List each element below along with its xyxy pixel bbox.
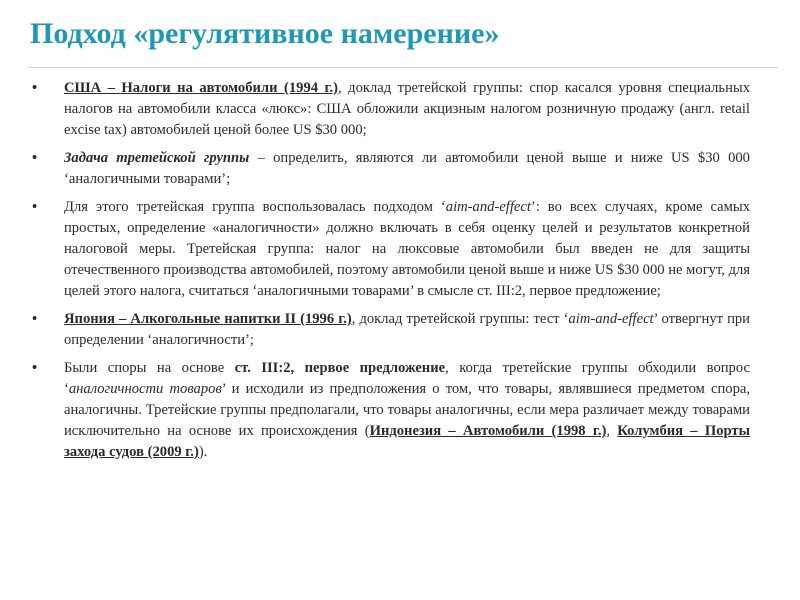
title-divider [28,67,778,68]
bullet-text: , доклад третейской группы: спор касался уровня специальных налогов на автомобили класса «люкс»: США обложили акцизным налогом розничную продажу (англ. retail excise tax) автомобилей ценой более US $30 000; [64,80,750,138]
bullet-marker: • [32,150,38,166]
aim-and-effect-term: aim-and-effect [568,311,654,327]
bullet-japan-alcohol [30,309,750,351]
bullet-article-iii-2 [30,358,750,463]
bullet-text: , доклад третейской группы: тест ‘ [351,311,569,327]
case-link-japan-alcohol[interactable]: Япония – Алкогольные напитки II (1996 г.) [64,311,352,327]
bullet-usa-cars [30,78,750,141]
panel-task-lead: Задача третейской группы [64,150,250,166]
bullet-text: Для этого третейская группа воспользовалась подходом ‘ [64,199,446,215]
bullet-text: Были споры на основе [64,360,235,376]
bullet-text: ’ отвергнут при определении ‘аналогичности’; [64,311,750,348]
case-link-indonesia-cars[interactable]: Индонезия – Автомобили (1998 г.) [369,423,607,439]
bullet-aim-and-effect [30,197,750,302]
article-reference: ст. III:2, первое предложение [234,360,446,376]
bullet-marker: • [32,199,38,215]
case-link-colombia-ports[interactable]: Колумбия – Порты захода судов (2009 г.) [64,423,750,460]
bullet-marker: • [32,360,38,376]
bullet-marker: • [32,80,38,96]
case-link-usa-cars[interactable]: США – Налоги на автомобили (1994 г.) [64,80,339,96]
bullet-text: ). [198,444,208,460]
slide-title: Подход «регулятивное намерение» [30,17,500,50]
bullet-text: ’: во всех случаях, кроме самых простых, определение «аналогичности» должно включать в себя оценку целей и результатов конкретной налоговой меры. Третейская группа: налог на люксовые автомобили был введен не для защиты отечественного производства автомобилей, поэтому автомобили ценой выше и ниже US $30 000 не могут, для целей этого налога, считаться ‘аналогичными товарами’ в смысле ст. III:2, первое предложение; [64,199,750,299]
aim-and-effect-term: aim-and-effect [445,199,531,215]
bullet-text: – определить, являются ли автомобили ценой выше и ниже US $30 000 ‘аналогичными товарами’; [64,150,750,187]
like-products-term: аналогичности товаров [68,381,222,397]
bullet-panel-task [30,148,750,190]
bullet-text: , когда третейские группы обходили вопрос ‘ [64,360,750,397]
bullet-marker: • [32,311,38,327]
bullet-text: ’ и исходили из предположения о том, что товары, являвшиеся предметом спора, аналогичны. Третейские группы предполагали, что товары аналогичны, если мера различает между товарами исключительно на основе их происхождения ( [64,381,750,439]
separator: , [606,423,618,439]
bullet-list [30,78,750,470]
